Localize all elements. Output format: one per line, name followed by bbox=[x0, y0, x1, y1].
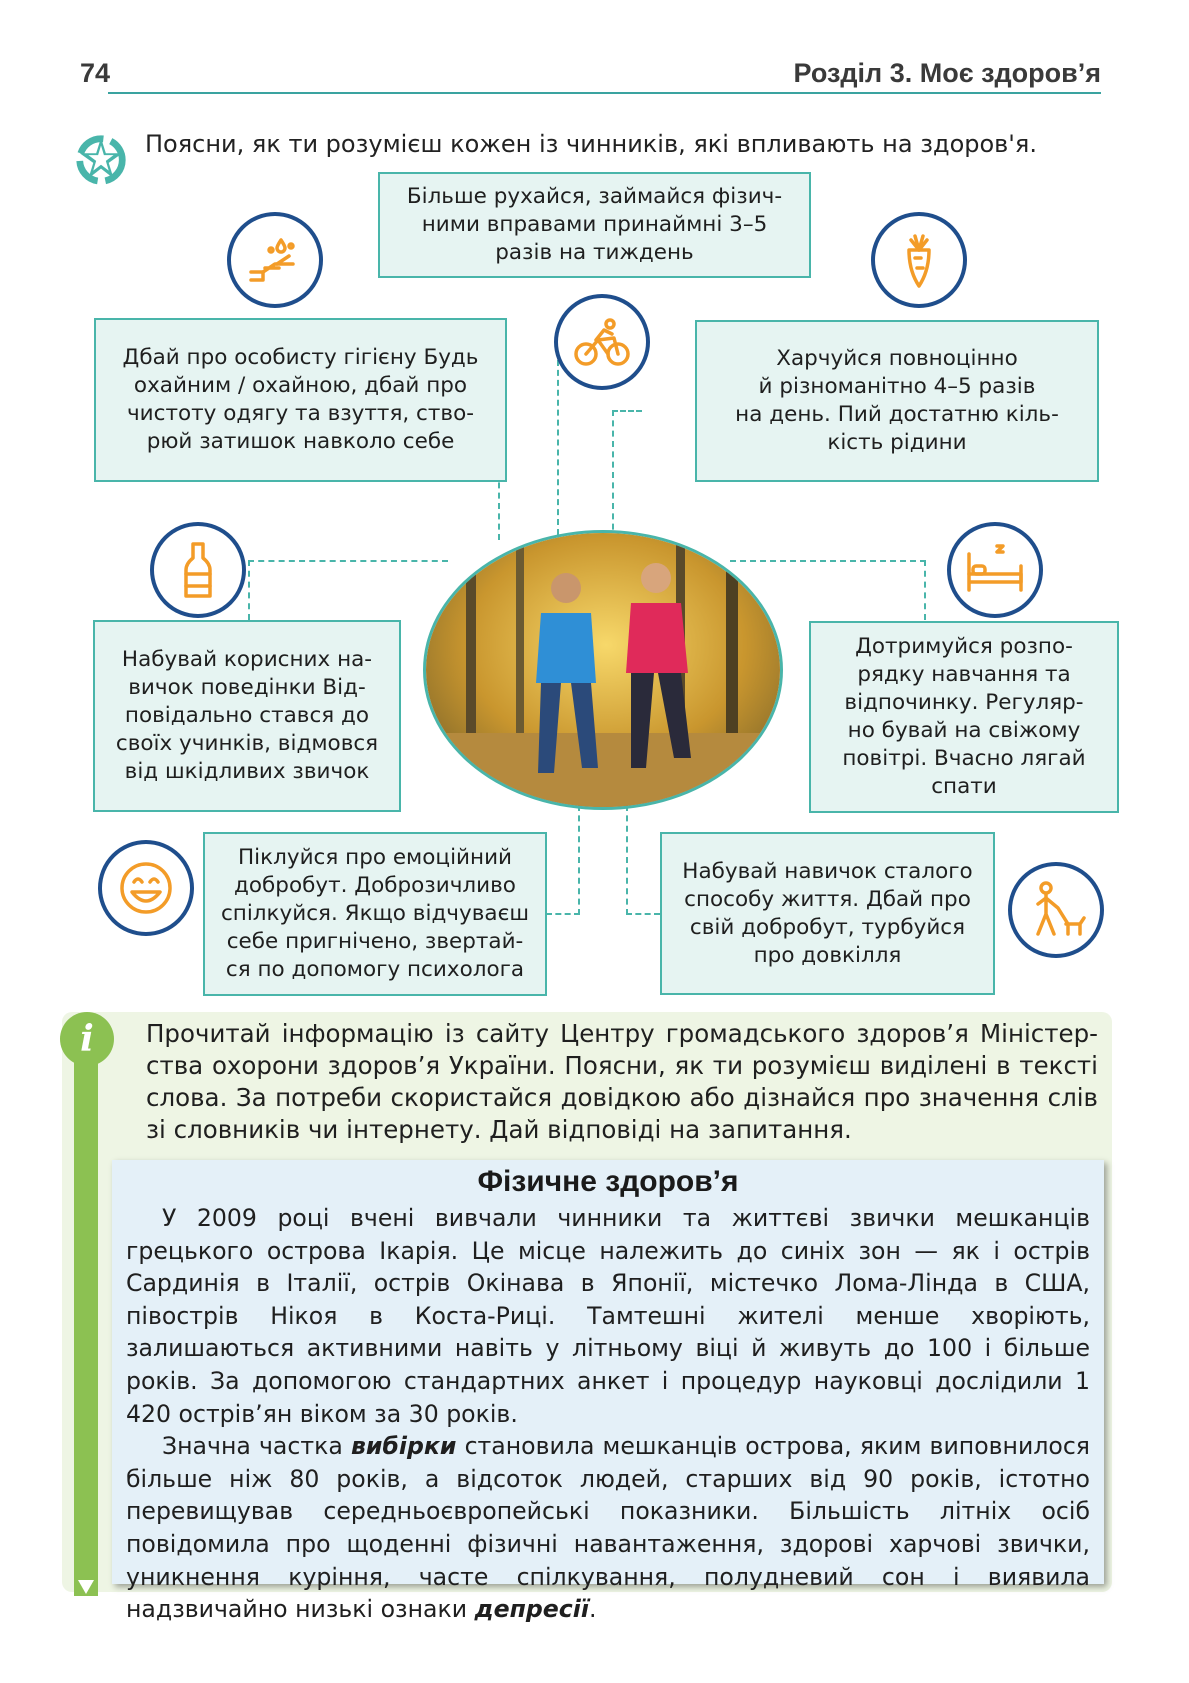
box-routine: Дотримуйся розпо- рядку навчання та відпочинку. Регуляр- но бувай на свіжому повітрі. Вчасно лягай спати bbox=[809, 621, 1119, 813]
bottle-icon bbox=[150, 522, 246, 618]
connector bbox=[612, 410, 642, 412]
box-hygiene: Дбай про особисту гігієну Будь охайним / охайною, дбай про чистоту одягу та взуття, ство- рюй затишок навколо себе bbox=[94, 318, 507, 482]
info-icon: i bbox=[60, 1012, 114, 1066]
article-title: Фізичне здоров’я bbox=[477, 1165, 739, 1198]
box-nutrition: Харчуйся повноцінно й різноманітно 4–5 разів на день. Пий достатню кіль- кість рідини bbox=[695, 320, 1099, 482]
box-sustainable: Набувай навичок сталого способу життя. Дбай про свій добробут, турбуйся про довкілля bbox=[660, 832, 995, 995]
header-divider bbox=[108, 92, 1101, 94]
info-instruction: Прочитай інформацію із сайту Центру громадського здоров’я Міністерства охорони здоров’я України. Поясни, як ти розумієш виділені в тексті слова. За потреби скористайся довідкою або дізнайся про значення слів зі словників чи інтернету. Дай відповіді на запитання. bbox=[146, 1019, 1098, 1144]
connector bbox=[730, 560, 926, 562]
star-task-icon bbox=[72, 130, 130, 188]
cyclist-icon bbox=[554, 294, 650, 390]
article-text: . bbox=[588, 1595, 597, 1624]
hand-wash-icon bbox=[227, 212, 323, 308]
box-emotional: Піклуйся про емоційний добробут. Доброзичливо спілкуйся. Якщо відчуваєш себе пригнічено, звертай- ся по допомогу психолога bbox=[203, 832, 547, 996]
running-kids-photo bbox=[423, 530, 783, 810]
photo-illustration bbox=[426, 533, 783, 810]
smile-icon bbox=[98, 840, 194, 936]
highlighted-term: депресії bbox=[474, 1595, 589, 1624]
highlighted-term: вибірки bbox=[350, 1432, 457, 1461]
connector bbox=[612, 410, 614, 540]
bed-icon bbox=[947, 522, 1043, 618]
info-sidebar-bar bbox=[74, 1040, 98, 1596]
dog-walk-icon bbox=[1008, 862, 1104, 958]
connector bbox=[626, 913, 660, 915]
article-paragraph-2 bbox=[126, 1430, 1090, 1626]
article-paragraph-1: У 2009 році вчені вивчали чинники та життєві звички мешканців грецького острова Ікарія. Це місце належить до синіх зон — як і острів Сардинія в Італії, острів Окінава в Японії, містечко Лома-Лінда в США, півострів Нікоя в Коста-Риці. Тамтешні жителі менше хворіють, залишаються активними навіть у літньому віці й живуть до 100 і більше років. За допомогою стандартних анкет і процедур науковці дослідили 1 420 острів’ян віком за 30 років. bbox=[126, 1204, 1090, 1428]
down-arrow-icon bbox=[78, 1580, 94, 1594]
connector bbox=[546, 913, 580, 915]
chapter-title: Розділ 3. Моє здоров’я bbox=[793, 58, 1101, 88]
page-number: 74 bbox=[80, 58, 111, 88]
connector bbox=[924, 560, 926, 620]
carrot-icon bbox=[871, 212, 967, 308]
box-physical-activity: Більше рухайся, займайся фізич- ними вправами принаймні 3–5 разів на тиждень bbox=[378, 172, 811, 278]
box-habits: Набувай корисних на- вичок поведінки Від- повідально стався до своїх учинків, відмовся від шкідливих звичок bbox=[93, 620, 401, 812]
connector bbox=[578, 805, 580, 915]
article-body bbox=[126, 1202, 1090, 1626]
task-instruction: Поясни, як ти розумієш кожен із чинників, які впливають на здоров'я. bbox=[145, 130, 1037, 158]
connector bbox=[557, 350, 559, 535]
article-text: становила мешканців острова, яким виповнилося більше ніж 80 років, а відсоток людей, старших від 90 років, істотно перевищував середньоєвропейські показники. Більшість літніх осіб повідомила про щоденні фізичні навантаження, здорові харчові звички, уникнення куріння, часте спілкування, полудневий сон і виявила надзвичайно низькі ознаки bbox=[126, 1432, 1091, 1624]
connector bbox=[626, 805, 628, 915]
connector bbox=[248, 560, 448, 562]
article-text: Значна частка bbox=[162, 1432, 351, 1461]
connector bbox=[248, 560, 250, 620]
